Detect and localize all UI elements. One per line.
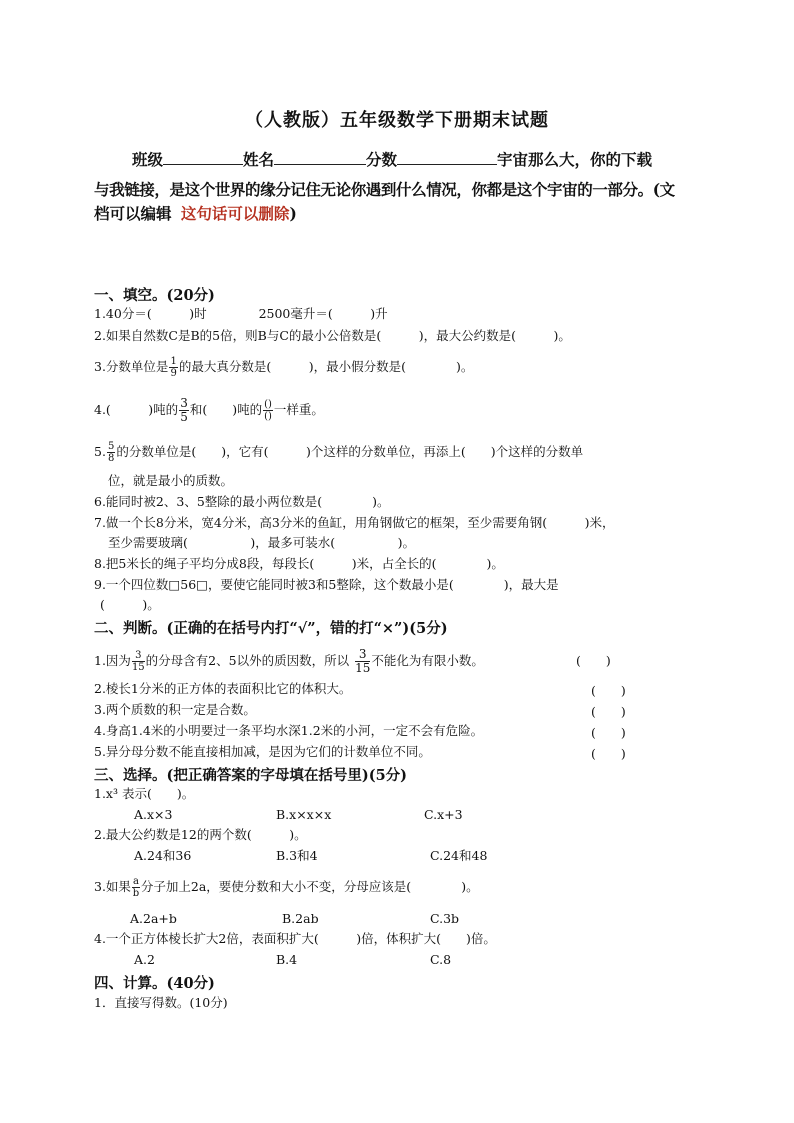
deletable-note: 这句话可以删除 bbox=[180, 204, 290, 223]
judge-q2: 2.棱长1分米的正方体的表面积比它的体积大。 bbox=[94, 681, 352, 696]
section-judge-heading: 二、判断。(正确的在括号内打“√”，错的打“×”)(5分) bbox=[94, 620, 448, 637]
choice-q2-option-b: B.3和4 bbox=[276, 848, 318, 863]
numerator: () bbox=[264, 399, 272, 410]
numerator: 3 bbox=[180, 396, 188, 410]
denominator: 9 bbox=[170, 368, 177, 379]
class-label: 班级 bbox=[132, 150, 164, 169]
page-title: （人教版）五年级数学下册期末试题 bbox=[245, 110, 549, 131]
fill-q1-part-a: 1.40分＝( )时 bbox=[94, 306, 207, 321]
denominator: () bbox=[264, 411, 272, 422]
judge-q3-bracket: ( ) bbox=[591, 704, 626, 719]
choice-q1: 1.x³ 表示( )。 bbox=[94, 786, 195, 801]
fill-q3-part-b: 的最大真分数是( )，最小假分数是( )。 bbox=[178, 359, 474, 374]
fill-q5-cont: 位，就是最小的质数。 bbox=[108, 473, 234, 488]
judge-q1 bbox=[94, 648, 484, 675]
fraction bbox=[179, 397, 189, 424]
numerator: 3 bbox=[132, 650, 145, 662]
fill-q1-part-b: 2500毫升＝( )升 bbox=[258, 306, 388, 321]
choice-q2: 2.最大公约数是12的两个数( )。 bbox=[94, 827, 307, 842]
fill-q3-part-a: 3.分数单位是 bbox=[94, 359, 169, 374]
choice-q1-option-c: C.x+3 bbox=[424, 807, 463, 822]
fill-q4-part-c: 一样重。 bbox=[273, 402, 324, 417]
fraction bbox=[107, 441, 115, 464]
choice-q2-option-a: A.24和36 bbox=[134, 848, 192, 863]
header-line3-end: ) bbox=[289, 204, 297, 223]
slogan: 宇宙那么大，你的下载 bbox=[497, 150, 653, 169]
fraction bbox=[263, 399, 273, 422]
score-label: 分数 bbox=[366, 150, 398, 169]
numerator: a bbox=[132, 876, 139, 887]
fraction bbox=[132, 876, 140, 899]
score-blank bbox=[397, 146, 497, 165]
fill-q4-part-b: 和( )吨的 bbox=[189, 402, 263, 417]
name-blank bbox=[274, 146, 366, 165]
fill-q5-part-a: 5. bbox=[94, 444, 106, 459]
fill-q9: 9.一个四位数□56□，要使它能同时被3和5整除，这个数最小是( )，最大是 bbox=[94, 577, 559, 592]
fill-q3 bbox=[94, 356, 473, 379]
judge-q5-bracket: ( ) bbox=[591, 746, 626, 761]
choice-q4-option-c: C.8 bbox=[430, 952, 452, 967]
judge-q5: 5.异分母分数不能直接相加减，是因为它们的计数单位不同。 bbox=[94, 744, 431, 759]
numerator: 3 bbox=[355, 648, 370, 662]
fraction bbox=[132, 650, 145, 673]
class-blank bbox=[163, 146, 243, 165]
denominator: 8 bbox=[107, 453, 115, 464]
fill-q8: 8.把5米长的绳子平均分成8段，每段长( )米，占全长的( )。 bbox=[94, 556, 504, 571]
choice-q1-option-b: B.x×x×x bbox=[276, 807, 332, 822]
name-label: 姓名 bbox=[243, 150, 275, 169]
choice-q2-option-c: C.24和48 bbox=[430, 848, 488, 863]
numerator: 1 bbox=[170, 356, 177, 367]
choice-q4-option-a: A.2 bbox=[134, 952, 155, 967]
header-line2: 与我链接，是这个世界的缘分记住无论你遇到什么情况，你都是这个宇宙的一部分。(文 bbox=[94, 180, 675, 199]
fill-q5-part-b: 的分数单位是( )，它有( )个这样的分数单位，再添上( )个这样的分数单 bbox=[116, 444, 584, 459]
denominator: b bbox=[132, 888, 140, 899]
fill-q5 bbox=[94, 441, 583, 464]
fill-q9-cont: ( )。 bbox=[100, 597, 160, 612]
choice-q4: 4.一个正方体棱长扩大2倍，表面积扩大( )倍，体积扩大( )倍。 bbox=[94, 931, 496, 946]
fill-q7: 7.做一个长8分米，宽4分米，高3分米的鱼缸，用角钢做它的框架，至少需要角钢( )米， bbox=[94, 515, 615, 530]
denominator: 15 bbox=[355, 661, 371, 675]
fill-q2: 2.如果自然数C是B的5倍，则B与C的最小公倍数是( )，最大公约数是( )。 bbox=[94, 328, 571, 343]
fill-q4-part-a: 4.( )吨的 bbox=[94, 402, 179, 417]
choice-q4-option-b: B.4 bbox=[276, 952, 298, 967]
choice-q3-part-a: 3.如果 bbox=[94, 879, 131, 894]
denominator: 15 bbox=[131, 662, 145, 673]
fill-q4 bbox=[94, 397, 324, 424]
judge-q4: 4.身高1.4米的小明要过一条平均水深1.2米的小河，一定不会有危险。 bbox=[94, 723, 484, 738]
judge-q4-bracket: ( ) bbox=[591, 725, 626, 740]
fraction bbox=[355, 648, 370, 675]
section-choice-heading: 三、选择。(把正确答案的字母填在括号里)(5分) bbox=[94, 767, 408, 784]
judge-q1-part-a: 1.因为 bbox=[94, 653, 131, 668]
choice-q3 bbox=[94, 876, 479, 899]
judge-q3: 3.两个质数的积一定是合数。 bbox=[94, 702, 256, 717]
judge-q1-part-b: 的分母含有2、5以外的质因数，所以 bbox=[145, 653, 350, 668]
judge-q1-bracket: ( ) bbox=[576, 653, 611, 668]
header-line3 bbox=[94, 202, 706, 226]
fill-q6: 6.能同时被2、3、5整除的最小两位数是( )。 bbox=[94, 494, 390, 509]
section-calc-heading: 四、计算。(40分) bbox=[94, 975, 215, 992]
judge-q2-bracket: ( ) bbox=[591, 683, 626, 698]
section-fill-blank-heading: 一、填空。(20分) bbox=[94, 287, 215, 304]
choice-q3-option-b: B.2ab bbox=[282, 911, 319, 926]
judge-q1-part-c: 不能化为有限小数。 bbox=[371, 653, 484, 668]
fraction bbox=[169, 356, 177, 379]
calc-q1: 1．直接写得数。(10分) bbox=[94, 995, 228, 1010]
choice-q1-option-a: A.x×3 bbox=[134, 807, 173, 822]
choice-q3-part-b: 分子加上2a，要使分数和大小不变，分母应该是( )。 bbox=[140, 879, 479, 894]
choice-q3-option-a: A.2a+b bbox=[130, 911, 177, 926]
choice-q3-option-c: C.3b bbox=[430, 911, 460, 926]
header-info bbox=[94, 146, 706, 172]
header-line3-text: 档可以编辑 bbox=[94, 204, 172, 223]
fill-q1 bbox=[94, 306, 388, 322]
denominator: 5 bbox=[180, 410, 188, 424]
numerator: 5 bbox=[107, 441, 115, 452]
fill-q7-cont: 至少需要玻璃( )，最多可装水( )。 bbox=[108, 535, 416, 550]
